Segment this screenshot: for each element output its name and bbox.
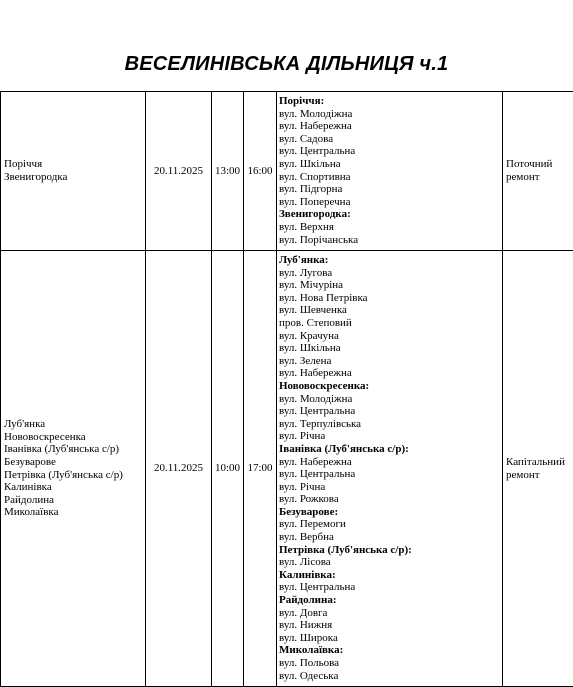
street-name: вул. Лісова <box>279 556 500 569</box>
village-heading: Іванівка (Луб'янська с/р): <box>279 443 500 456</box>
date-cell: 20.11.2025 <box>146 92 212 251</box>
street-name: вул. Терпулівська <box>279 418 500 431</box>
street-name: вул. Широка <box>279 632 500 645</box>
village-heading: Безуварове: <box>279 506 500 519</box>
work-type-text: ремонт <box>506 469 571 482</box>
settlements-cell <box>1 92 146 251</box>
village-heading: Райдолина: <box>279 594 500 607</box>
work-type-text: Поточний <box>506 158 571 171</box>
street-name: вул. Крачуна <box>279 330 500 343</box>
street-name: вул. Центральна <box>279 145 500 158</box>
street-name: вул. Порічанська <box>279 234 500 247</box>
settlement-name: Нововоскресенка <box>4 431 143 444</box>
street-name: вул. Перемоги <box>279 518 500 531</box>
village-heading: Нововоскресенка: <box>279 380 500 393</box>
street-name: вул. Довга <box>279 607 500 620</box>
street-name: вул. Шкільна <box>279 158 500 171</box>
streets-cell <box>277 251 503 687</box>
settlement-name: Калинівка <box>4 481 143 494</box>
street-name: вул. Підгорна <box>279 183 500 196</box>
page-title: ВЕСЕЛИНІВСЬКА ДІЛЬНИЦЯ ч.1 <box>0 52 573 76</box>
street-name: вул. Набережна <box>279 367 500 380</box>
street-name: вул. Одеська <box>279 670 500 683</box>
street-name: вул. Мічуріна <box>279 279 500 292</box>
streets-cell <box>277 92 503 251</box>
street-name: вул. Польова <box>279 657 500 670</box>
settlements-cell <box>1 251 146 687</box>
street-name: вул. Шкільна <box>279 342 500 355</box>
street-name: вул. Поперечна <box>279 196 500 209</box>
street-name: вул. Зелена <box>279 355 500 368</box>
village-heading: Миколаївка: <box>279 644 500 657</box>
street-name: вул. Нова Петрівка <box>279 292 500 305</box>
end-time-cell: 16:00 <box>244 92 277 251</box>
table-row <box>1 92 573 251</box>
settlement-name: Безуварове <box>4 456 143 469</box>
village-heading: Звенигородка: <box>279 208 500 221</box>
village-heading: Луб'янка: <box>279 254 500 267</box>
street-name: вул. Вербна <box>279 531 500 544</box>
date-cell: 20.11.2025 <box>146 251 212 687</box>
start-time-cell: 10:00 <box>212 251 244 687</box>
street-name: вул. Садова <box>279 133 500 146</box>
street-name: вул. Центральна <box>279 405 500 418</box>
street-name: вул. Набережна <box>279 120 500 133</box>
settlement-name: Луб'янка <box>4 418 143 431</box>
end-time-cell: 17:00 <box>244 251 277 687</box>
street-name: вул. Шевченка <box>279 304 500 317</box>
street-name: вул. Річна <box>279 481 500 494</box>
street-name: вул. Верхня <box>279 221 500 234</box>
table-row <box>1 251 573 687</box>
street-name: вул. Спортивна <box>279 171 500 184</box>
settlement-name: Поріччя <box>4 158 143 171</box>
street-name: вул. Молодіжна <box>279 108 500 121</box>
village-heading: Петрівка (Луб'янська с/р): <box>279 544 500 557</box>
street-name: вул. Молодіжна <box>279 393 500 406</box>
settlement-name: Миколаївка <box>4 506 143 519</box>
work-type-cell <box>503 92 573 251</box>
start-time-cell: 13:00 <box>212 92 244 251</box>
street-name: вул. Лугова <box>279 267 500 280</box>
settlement-name: Іванівка (Луб'янська с/р) <box>4 443 143 456</box>
settlement-name: Звенигородка <box>4 171 143 184</box>
village-heading: Калинівка: <box>279 569 500 582</box>
street-name: вул. Центральна <box>279 581 500 594</box>
street-name: вул. Набережна <box>279 456 500 469</box>
street-name: вул. Річна <box>279 430 500 443</box>
street-name: пров. Степовий <box>279 317 500 330</box>
settlement-name: Петрівка (Луб'янська с/р) <box>4 469 143 482</box>
settlement-name: Райдолина <box>4 494 143 507</box>
village-heading: Поріччя: <box>279 95 500 108</box>
street-name: вул. Центральна <box>279 468 500 481</box>
outage-schedule-table <box>0 91 573 687</box>
work-type-cell <box>503 251 573 687</box>
work-type-text: ремонт <box>506 171 571 184</box>
street-name: вул. Нижня <box>279 619 500 632</box>
work-type-text: Капітальний <box>506 456 571 469</box>
street-name: вул. Рожкова <box>279 493 500 506</box>
